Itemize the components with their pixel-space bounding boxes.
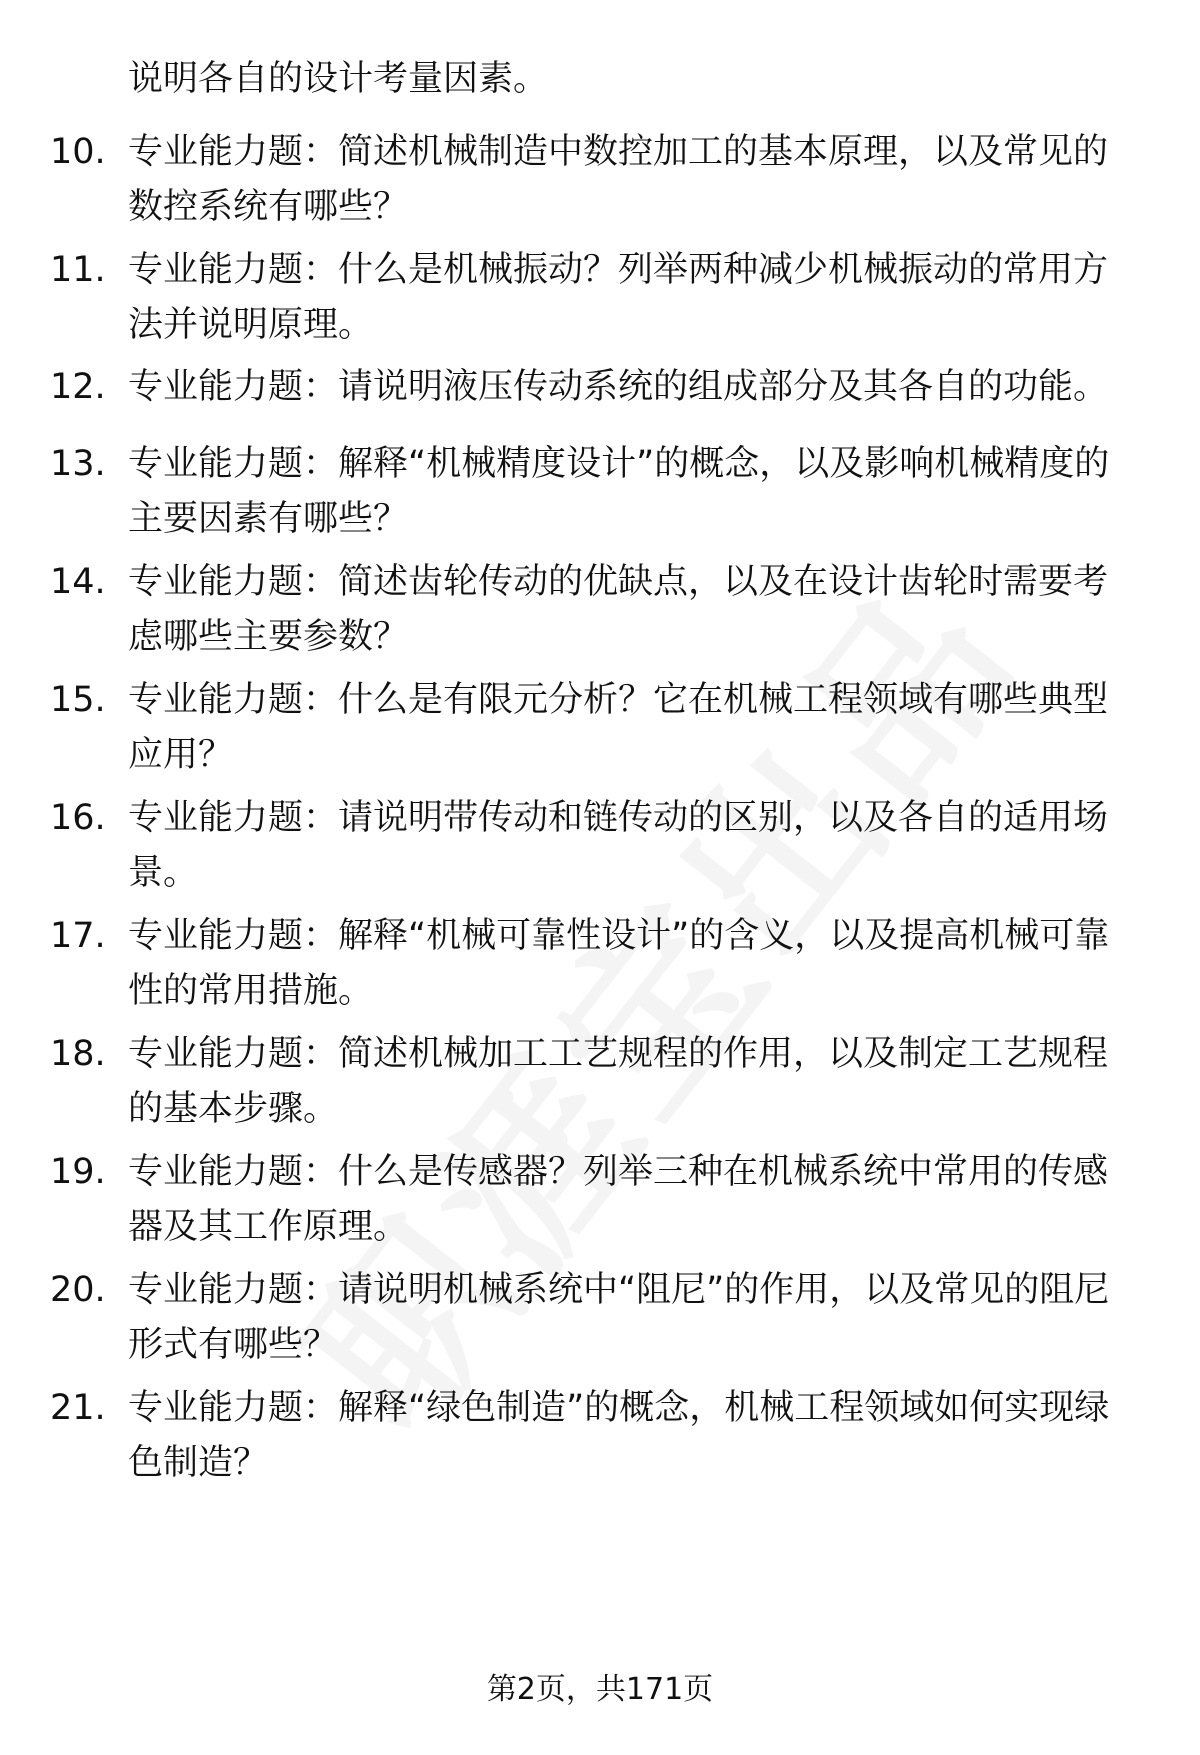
question-item — [50, 1263, 1140, 1373]
question-text: 专业能力题：什么是有限元分析？它在机械工程领域有哪些典型应用？ — [128, 680, 1109, 775]
question-number: 12. — [50, 367, 106, 407]
question-item — [50, 125, 1140, 235]
question-item — [50, 909, 1140, 1019]
question-item — [50, 555, 1140, 665]
question-text: 专业能力题：解释“机械精度设计”的概念，以及影响机械精度的主要因素有哪些？ — [128, 444, 1110, 539]
question-text: 专业能力题：解释“绿色制造”的概念，机械工程领域如何实现绿色制造？ — [128, 1388, 1110, 1483]
question-item — [50, 1027, 1140, 1137]
question-number: 14. — [50, 562, 106, 602]
question-number: 11. — [50, 250, 106, 290]
continuation-text: 说明各自的设计考量因素。 — [128, 59, 549, 99]
question-number: 17. — [50, 916, 106, 956]
question-text: 专业能力题：简述机械加工工艺规程的作用，以及制定工艺规程的基本步骤。 — [128, 1034, 1109, 1129]
question-number: 16. — [50, 798, 106, 838]
question-text: 专业能力题：什么是机械振动？列举两种减少机械振动的常用方法并说明原理。 — [128, 250, 1109, 345]
question-number: 15. — [50, 680, 106, 720]
question-text: 专业能力题：简述齿轮传动的优缺点，以及在设计齿轮时需要考虑哪些主要参数？ — [128, 562, 1109, 657]
question-text: 专业能力题：请说明液压传动系统的组成部分及其各自的功能。 — [128, 367, 1109, 407]
question-item — [50, 791, 1140, 901]
question-number: 13. — [50, 444, 106, 484]
question-item — [50, 673, 1140, 783]
question-item — [50, 1145, 1140, 1255]
question-text: 专业能力题：请说明带传动和链传动的区别，以及各自的适用场景。 — [128, 798, 1109, 893]
question-text: 专业能力题：解释“机械可靠性设计”的含义，以及提高机械可靠性的常用措施。 — [128, 916, 1110, 1011]
question-item — [50, 437, 1140, 547]
question-item — [50, 1381, 1140, 1491]
page-footer: 第2页，共171页 — [486, 1672, 714, 1707]
question-item — [50, 243, 1140, 353]
question-number: 21. — [50, 1388, 106, 1428]
question-number: 19. — [50, 1152, 106, 1192]
question-text: 专业能力题：简述机械制造中数控加工的基本原理，以及常见的数控系统有哪些？ — [128, 132, 1109, 227]
question-text: 专业能力题：什么是传感器？列举三种在机械系统中常用的传感器及其工作原理。 — [128, 1152, 1109, 1247]
question-number: 20. — [50, 1270, 106, 1310]
question-number: 10. — [50, 132, 106, 172]
question-number: 18. — [50, 1034, 106, 1074]
question-text: 专业能力题：请说明机械系统中“阻尼”的作用，以及常见的阻尼形式有哪些？ — [128, 1270, 1110, 1365]
question-item — [50, 360, 1140, 415]
